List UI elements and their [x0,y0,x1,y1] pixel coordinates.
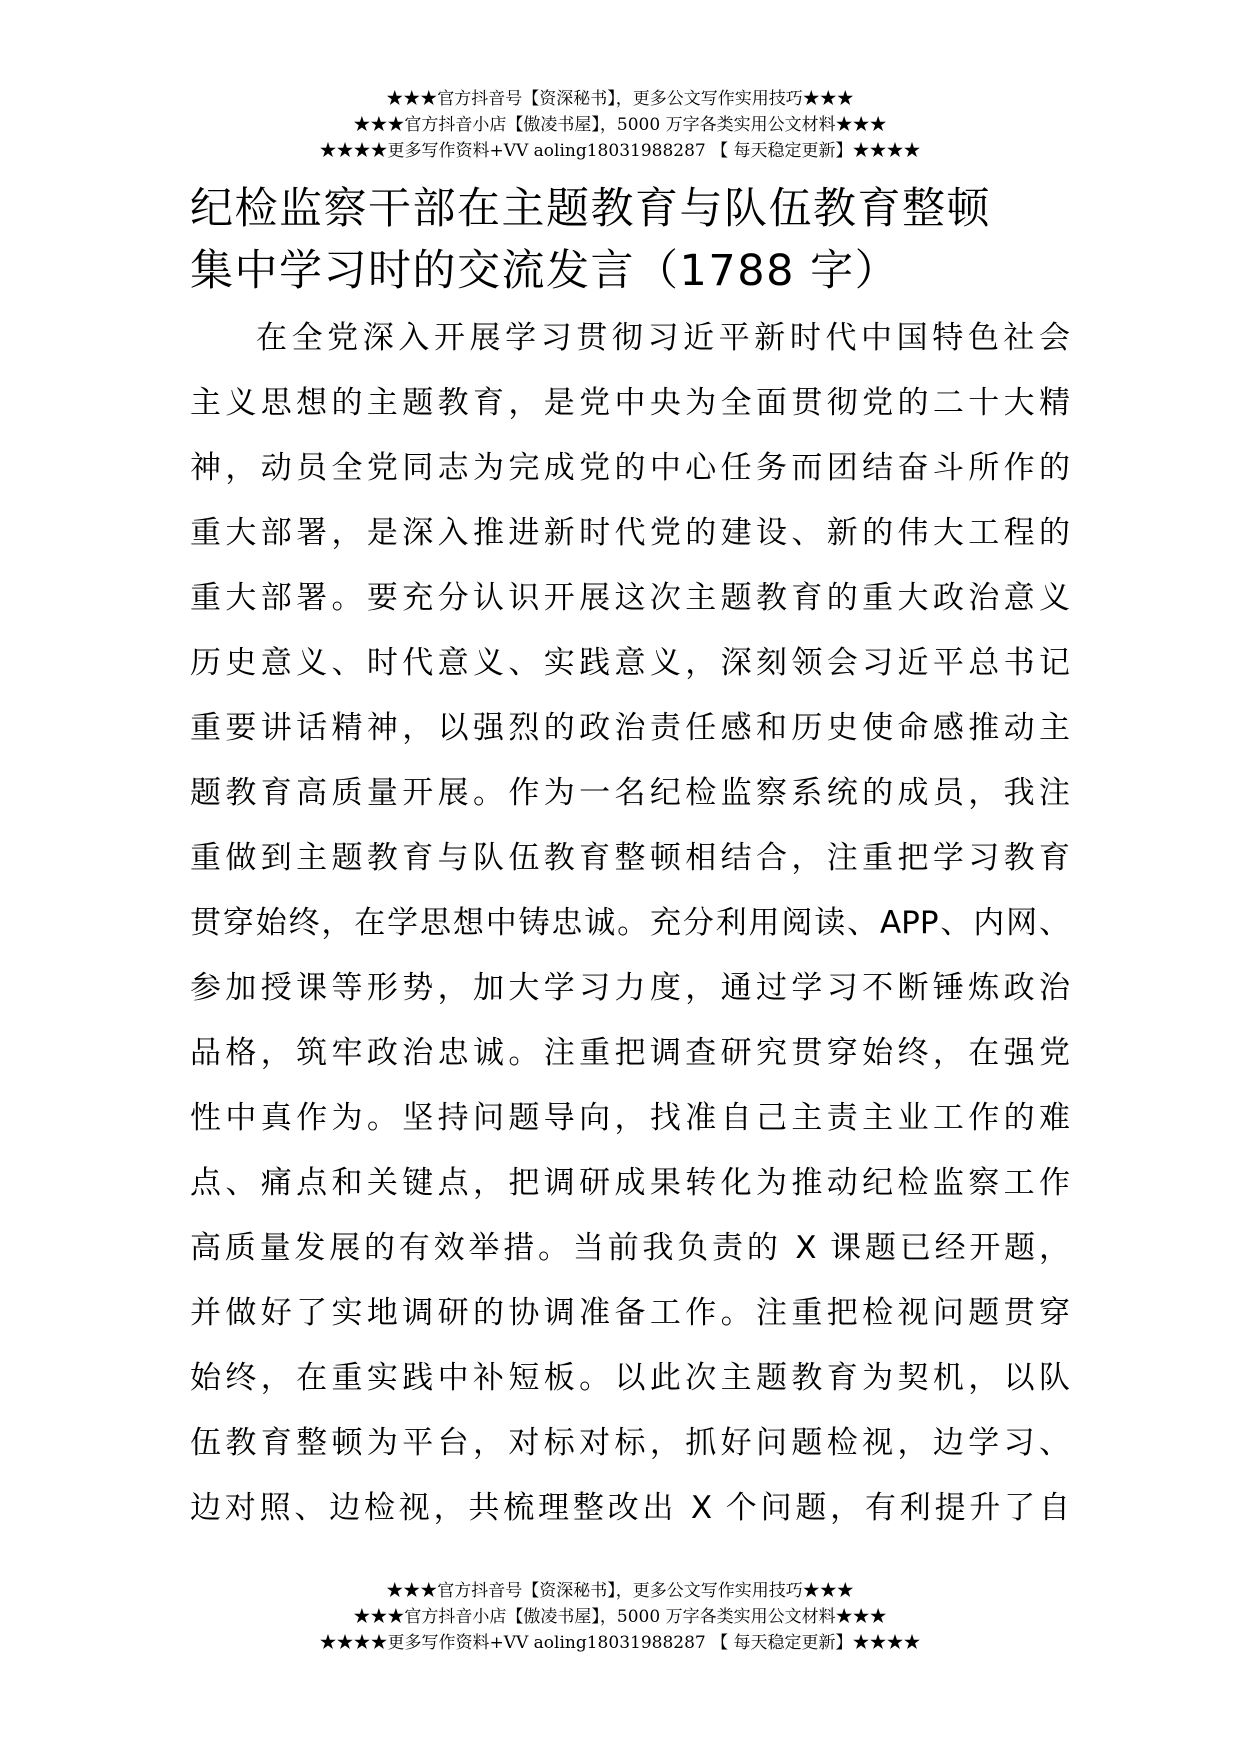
footer-line: ★★★官方抖音小店【傲凌书屋】，5000 万字各类实用公文材料★★★ [353,1607,887,1627]
footer-line: ★★★★更多写作资料+VV aoling18031988287 【 每天稳定更新】★★★★ [319,1633,921,1653]
body-line: 重做到主题教育与队伍教育整顿相结合，注重把学习教育 [190,840,1070,876]
header-line: ★★★官方抖音小店【傲凌书屋】，5000 万字各类实用公文材料★★★ [353,115,887,135]
body-line: 主义思想的主题教育，是党中央为全面贯彻党的二十大精 [190,385,1070,421]
body-line: 重要讲话精神，以强烈的政治责任感和历史使命感推动主 [190,710,1070,746]
body-line: 伍教育整顿为平台，对标对标，抓好问题检视，边学习、 [190,1425,1070,1461]
body-line: 并做好了实地调研的协调准备工作。注重把检视问题贯穿 [190,1295,1070,1331]
header-line: ★★★官方抖音号【资深秘书】，更多公文写作实用技巧★★★ [386,89,854,109]
body-line: 历史意义、时代意义、实践意义，深刻领会习近平总书记 [190,645,1070,681]
document-title [190,178,1070,302]
footer-line: ★★★官方抖音号【资深秘书】，更多公文写作实用技巧★★★ [386,1581,854,1601]
body-line: 高质量发展的有效举措。当前我负责的 X 课题已经开题， [190,1230,1070,1266]
title-line: 纪检监察干部在主题教育与队伍教育整顿 [190,184,991,234]
body-text [190,306,1070,1541]
body-line: 始终，在重实践中补短板。以此次主题教育为契机，以队 [190,1360,1070,1396]
body-line: 重大部署。要充分认识开展这次主题教育的重大政治意义 [190,580,1070,616]
title-line: 集中学习时的交流发言（1788 字） [190,246,900,296]
body-line: 题教育高质量开展。作为一名纪检监察系统的成员，我注 [190,775,1070,811]
body-line: 边对照、边检视，共梳理整改出 X 个问题，有利提升了自 [190,1490,1070,1526]
body-line: 品格，筑牢政治忠诚。注重把调查研究贯穿始终，在强党 [190,1035,1070,1071]
footer-banner [0,1578,1240,1656]
body-line: 性中真作为。坚持问题导向，找准自己主责主业工作的难 [190,1100,1070,1136]
body-line: 贯穿始终，在学思想中铸忠诚。充分利用阅读、APP、内网、 [190,905,1070,941]
body-line: 点、痛点和关键点，把调研成果转化为推动纪检监察工作 [190,1165,1070,1201]
header-banner [0,86,1240,164]
body-line: 参加授课等形势，加大学习力度，通过学习不断锤炼政治 [190,970,1070,1006]
header-line: ★★★★更多写作资料+VV aoling18031988287 【 每天稳定更新】★★★★ [319,141,921,161]
body-line: 在全党深入开展学习贯彻习近平新时代中国特色社会 [256,320,1070,356]
body-line: 重大部署，是深入推进新时代党的建设、新的伟大工程的 [190,515,1070,551]
body-line: 神，动员全党同志为完成党的中心任务而团结奋斗所作的 [190,450,1070,486]
